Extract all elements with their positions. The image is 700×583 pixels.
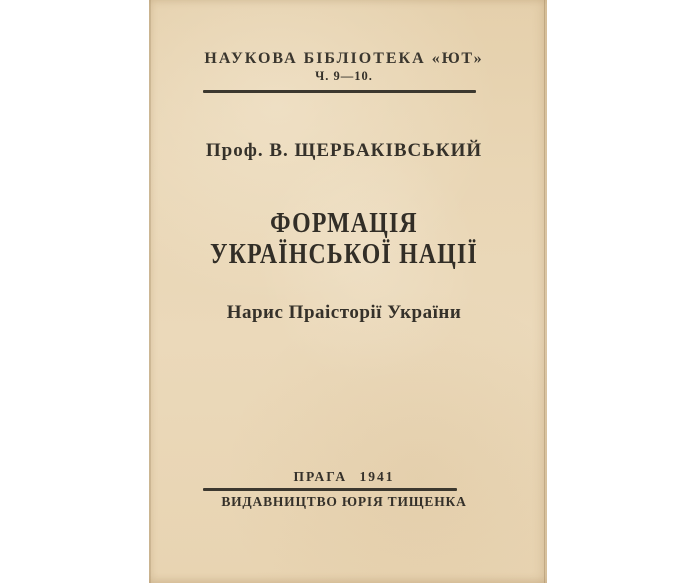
series-title: НАУКОВА БІБЛІОТЕКА «ЮТ» bbox=[204, 50, 484, 67]
publisher-line: ВИДАВНИЦТВО ЮРІЯ ТИЩЕНКА bbox=[221, 494, 467, 509]
bottom-divider-rule bbox=[203, 488, 457, 491]
book-title-page bbox=[149, 0, 547, 583]
book-subtitle: Нарис Праісторії України bbox=[226, 302, 462, 323]
book-title bbox=[184, 208, 504, 270]
title-page-content bbox=[149, 0, 539, 583]
book-title-line-2: УКРАЇНСЬКОЇ НАЦІЇ bbox=[210, 238, 478, 270]
top-divider-rule bbox=[203, 90, 476, 93]
place-year-line: ПРАГА 1941 bbox=[293, 469, 395, 484]
author-line: Проф. В. ЩЕРБАКІВСЬКИЙ bbox=[205, 140, 483, 161]
issue-number: Ч. 9—10. bbox=[315, 69, 373, 83]
book-title-line-1: ФОРМАЦІЯ bbox=[270, 207, 418, 239]
